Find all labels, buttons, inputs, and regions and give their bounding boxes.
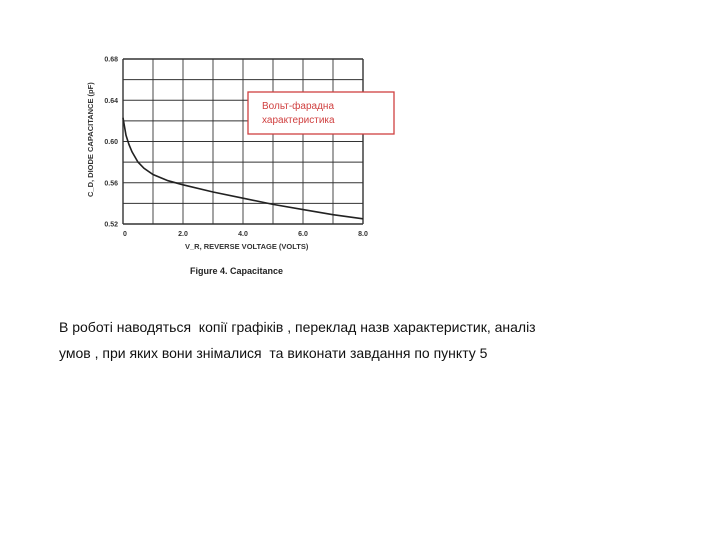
x-axis-label: V_R, REVERSE VOLTAGE (VOLTS) (185, 242, 309, 251)
y-tick-label: 0.64 (104, 97, 118, 105)
x-tick-label: 8.0 (358, 231, 368, 238)
figure-caption: Figure 4. Capacitance (190, 266, 284, 276)
annotation-frame (248, 92, 394, 134)
annotation-line-1: Вольт-фарадна (262, 101, 335, 112)
body-text-line-1: В роботі наводяться копії графіків , переклад назв характеристик, аналіз (59, 319, 536, 335)
annotation-line-2: характеристика (262, 115, 335, 126)
x-tick-label: 4.0 (238, 231, 248, 238)
annotation-box (248, 92, 394, 134)
x-tick-labels (123, 231, 368, 238)
x-tick-label: 0 (123, 231, 127, 238)
y-axis-label: C_D, DIODE CAPACITANCE (pF) (86, 82, 95, 197)
y-tick-label: 0.52 (104, 221, 118, 229)
x-tick-label: 2.0 (178, 231, 188, 238)
y-tick-label: 0.60 (104, 139, 118, 146)
body-text-line-2: умов , при яких вони знімалися та виконати завдання по пункту 5 (59, 345, 488, 361)
x-tick-label: 6.0 (298, 231, 308, 238)
y-tick-labels (104, 57, 118, 229)
body-paragraph (59, 314, 659, 366)
chart-grid (123, 59, 363, 224)
y-tick-label: 0.68 (104, 56, 118, 64)
y-tick-label: 0.56 (104, 180, 118, 188)
